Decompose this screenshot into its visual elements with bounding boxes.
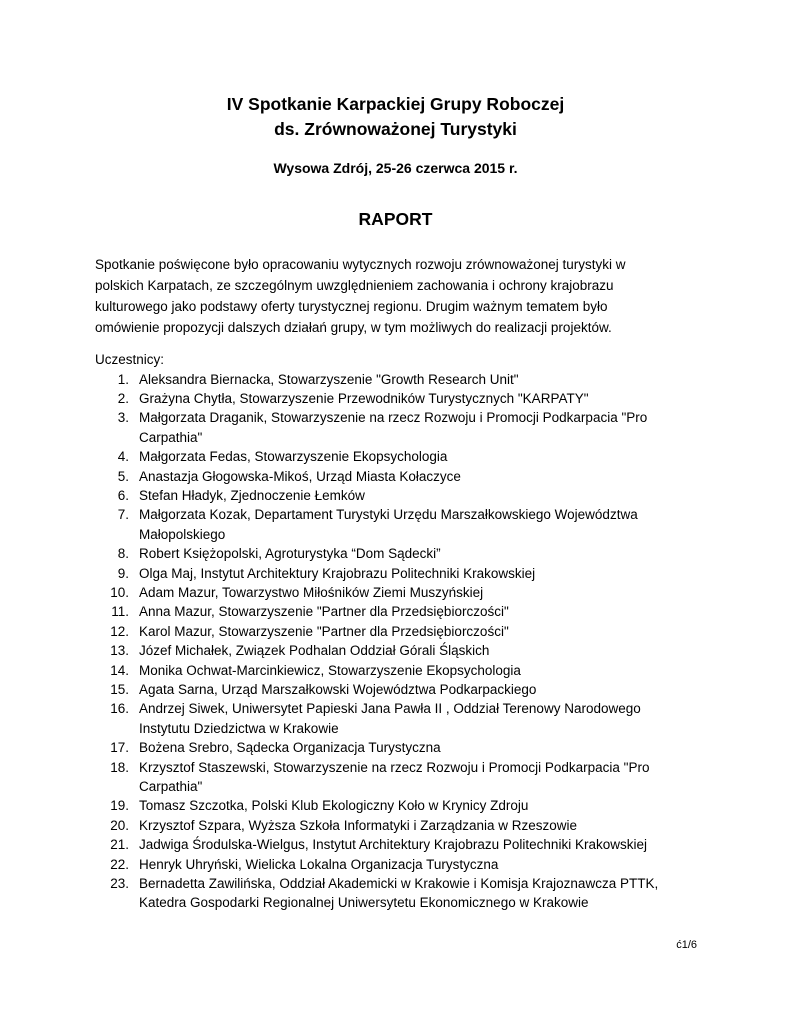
participant-number: 2. (117, 390, 129, 406)
participant-item (0, 835, 791, 854)
participant-text-line: Adam Mazur, Towarzystwo Miłośników Ziemi Muszyńskiej (139, 584, 484, 600)
document-title-line-2: ds. Zrównoważonej Turystyki (274, 119, 517, 139)
participant-item (0, 816, 791, 835)
participant-item (0, 583, 791, 602)
participant-text-line: Jadwiga Środulska-Wielgus, Instytut Architektury Krajobrazu Politechniki Krakowskiej (139, 837, 647, 853)
participant-item (0, 564, 791, 583)
participant-text-line: Tomasz Szczotka, Polski Klub Ekologiczny Koło w Krynicy Zdroju (139, 798, 529, 814)
participant-text-line: Agata Sarna, Urząd Marszałkowski Województwa Podkarpackiego (139, 682, 537, 697)
participant-number: 23. (110, 876, 129, 892)
participant-number: 5. (117, 468, 129, 484)
participant-number: 3. (117, 410, 129, 426)
participant-number: 6. (117, 487, 129, 503)
participant-number: 19. (110, 798, 129, 814)
participant-text-line: Instytutu Dziedzictwa w Krakowie (139, 720, 339, 736)
participant-text-line: Józef Michałek, Związek Podhalan Oddział Górali Śląskich (139, 643, 490, 659)
participant-text-line: Małopolskiego (139, 526, 226, 542)
participant-item (0, 796, 791, 815)
participant-text-line: Aleksandra Biernacka, Stowarzyszenie "Growth Research Unit" (139, 371, 519, 387)
participant-text-line: Małgorzata Draganik, Stowarzyszenie na rzecz Rozwoju i Promocji Podkarpacia "Pro (139, 410, 648, 426)
intro-line: omówienie propozycji dalszych działań grupy, w tym możliwych do realizacji projektów. (95, 320, 612, 335)
participant-text-line: Bożena Srebro, Sądecka Organizacja Turystyczna (139, 740, 441, 756)
participant-number: 15. (110, 682, 129, 697)
intro-line: kulturowego jako podstawy oferty turystycznej regionu. Drugim ważnym tematem było (95, 299, 608, 314)
document-title-line-1: IV Spotkanie Karpackiej Grupy Roboczej (226, 94, 565, 114)
participant-item (0, 622, 791, 641)
participant-number: 16. (110, 701, 129, 717)
participant-text-line: Olga Maj, Instytut Architektury Krajobrazu Politechniki Krakowskiej (139, 565, 536, 581)
participant-text-line: Małgorzata Kozak, Departament Turystyki Urzędu Marszałkowskiego Województwa (139, 507, 638, 523)
participant-item (0, 486, 791, 505)
participant-text-line: Andrzej Siwek, Uniwersytet Papieski Jana Pawła II , Oddział Terenowy Narodowego (139, 701, 641, 717)
participant-number: 18. (110, 759, 129, 775)
participant-number: 7. (117, 507, 129, 523)
page-number: ć1/6 (676, 939, 697, 951)
participant-item (0, 408, 791, 447)
participant-item (0, 467, 791, 486)
participant-item (0, 544, 791, 563)
participant-text-line: Robert Księżopolski, Agroturystyka “Dom Sądecki” (139, 546, 441, 562)
intro-line: Spotkanie poświęcone było opracowaniu wytycznych rozwoju zrównoważonej turystyki w (95, 257, 626, 272)
participant-number: 22. (110, 856, 129, 872)
participant-text-line: Krzysztof Staszewski, Stowarzyszenie na rzecz Rozwoju i Promocji Podkarpacia "Pro (139, 759, 650, 775)
participant-item (0, 602, 791, 621)
participant-number: 13. (110, 643, 129, 659)
participant-text-line: Anastazja Głogowska-Mikoś, Urząd Miasta Kołaczyce (139, 468, 461, 484)
participant-item (0, 505, 791, 544)
participant-text-line: Bernadetta Zawilińska, Oddział Akademicki w Krakowie i Komisja Krajoznawcza PTTK, (139, 876, 659, 892)
participant-item (0, 661, 791, 680)
participant-number: 8. (117, 546, 129, 562)
participant-number: 14. (110, 662, 129, 678)
participant-text-line: Stefan Hładyk, Zjednoczenie Łemków (139, 487, 365, 503)
participant-number: 12. (110, 623, 129, 639)
participant-item (0, 389, 791, 408)
participant-text-line: Krzysztof Szpara, Wyższa Szkoła Informatyki i Zarządzania w Rzeszowie (139, 817, 578, 833)
participant-number: 1. (117, 371, 129, 387)
participant-number: 10. (110, 584, 129, 600)
participant-text-line: Małgorzata Fedas, Stowarzyszenie Ekopsychologia (139, 449, 448, 465)
participant-text-line: Katedra Gospodarki Regionalnej Uniwersytetu Ekonomicznego w Krakowie (139, 895, 589, 911)
participant-text-line: Carpathia" (139, 779, 203, 795)
participant-item (0, 738, 791, 757)
intro-line: polskich Karpatach, ze szczególnym uwzględnieniem zachowania i ochrony krajobrazu (95, 278, 614, 293)
participants-list (0, 370, 791, 913)
participant-number: 11. (111, 604, 129, 620)
report-heading: RAPORT (358, 209, 433, 229)
participant-text-line: Carpathia" (139, 429, 203, 445)
participant-number: 20. (110, 817, 129, 833)
participants-label: Uczestnicy: (95, 352, 165, 367)
participant-item (0, 447, 791, 466)
participant-number: 9. (117, 565, 129, 581)
participant-number: 17. (110, 740, 129, 756)
participant-item (0, 699, 791, 738)
participant-text-line: Karol Mazur, Stowarzyszenie "Partner dla Przedsiębiorczości" (139, 623, 509, 639)
participant-item (0, 855, 791, 874)
intro-paragraph (95, 254, 695, 338)
participant-number: 21. (110, 837, 129, 853)
document-subtitle: Wysowa Zdrój, 25-26 czerwca 2015 r. (273, 160, 518, 176)
participant-text-line: Monika Ochwat-Marcinkiewicz, Stowarzyszenie Ekopsychologia (139, 662, 521, 678)
participant-text-line: Grażyna Chytła, Stowarzyszenie Przewodników Turystycznych "KARPATY" (139, 390, 589, 406)
participant-text-line: Anna Mazur, Stowarzyszenie "Partner dla Przedsiębiorczości" (139, 604, 509, 620)
participant-item (0, 641, 791, 660)
participant-item (0, 680, 791, 699)
participant-item (0, 370, 791, 389)
participant-text-line: Henryk Uhryński, Wielicka Lokalna Organizacja Turystyczna (139, 856, 499, 872)
participant-item (0, 758, 791, 797)
participant-item (0, 874, 791, 913)
participant-number: 4. (117, 449, 129, 465)
